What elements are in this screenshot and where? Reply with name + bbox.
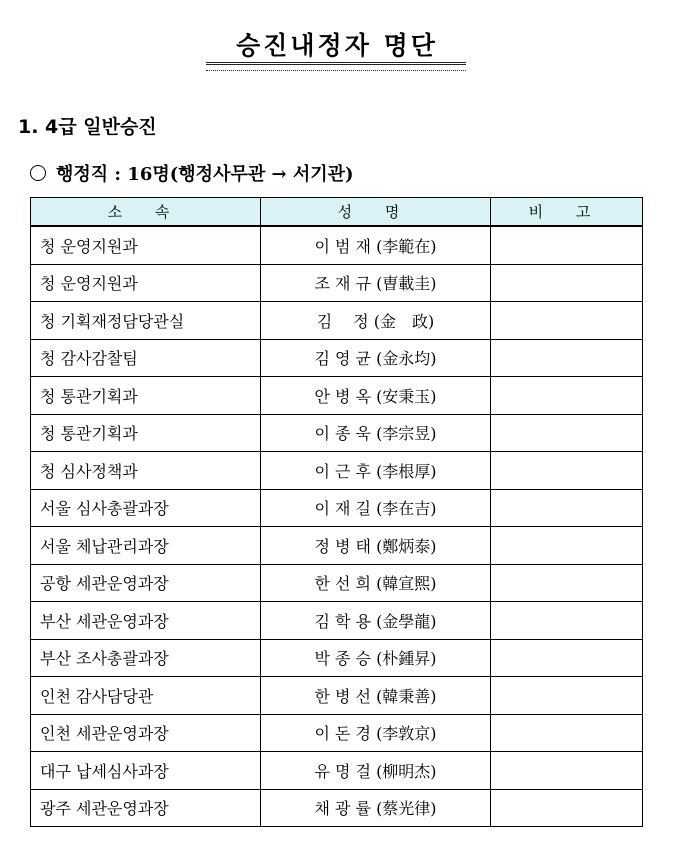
cell-org: 청 운영지원과 [31,264,261,302]
subsection-heading: 행정직 : 16명(행정사무관 → 서기관) [56,164,354,185]
table-row [31,226,643,264]
cell-note [491,339,643,377]
table-row [31,602,643,640]
cell-org: 청 통관기획과 [31,414,261,452]
title-container [0,26,674,62]
cell-name: 김 영 균 (金永均) [261,339,491,377]
circle-bullet-icon [30,165,46,181]
cell-name: 한 선 희 (韓宣熙) [261,564,491,602]
table-row [31,527,643,565]
table-row [31,789,643,827]
cell-name: 이 돈 경 (李敦京) [261,714,491,752]
table-row [31,677,643,715]
table-row [31,639,643,677]
table-row [31,714,643,752]
cell-note [491,789,643,827]
cell-name: 조 재 규 (曺載圭) [261,264,491,302]
table-row [31,489,643,527]
cell-name: 이 범 재 (李範在) [261,226,491,264]
cell-name: 한 병 선 (韓秉善) [261,677,491,715]
cell-org: 인천 세관운영과장 [31,714,261,752]
table-row [31,377,643,415]
cell-note [491,264,643,302]
table-row [31,452,643,490]
table-row [31,414,643,452]
cell-name: 김 정 (金 政) [261,302,491,340]
cell-org: 광주 세관운영과장 [31,789,261,827]
cell-name: 정 병 태 (鄭炳泰) [261,527,491,565]
cell-org: 부산 세관운영과장 [31,602,261,640]
title-underline-dotted [206,70,466,71]
cell-org: 청 기획재정담당관실 [31,302,261,340]
cell-org: 공항 세관운영과장 [31,564,261,602]
cell-org: 부산 조사총괄과장 [31,639,261,677]
cell-note [491,639,643,677]
cell-note [491,602,643,640]
cell-note [491,226,643,264]
cell-org: 인천 감사담당관 [31,677,261,715]
cell-note [491,527,643,565]
subsection-heading-row [30,160,354,186]
cell-note [491,714,643,752]
cell-org: 청 운영지원과 [31,226,261,264]
cell-note [491,377,643,415]
cell-name: 채 광 률 (蔡光律) [261,789,491,827]
page-title: 승진내정자 명단 [236,31,438,60]
title-underline [206,62,466,73]
header-org: 소 속 [31,198,261,227]
section-heading: 1. 4급 일반승진 [18,116,157,138]
table-header-row [31,198,643,227]
cell-name: 유 명 걸 (柳明杰) [261,752,491,790]
cell-org: 청 심사정책과 [31,452,261,490]
cell-name: 박 종 승 (朴鍾昇) [261,639,491,677]
cell-note [491,452,643,490]
table-row [31,339,643,377]
cell-note [491,302,643,340]
table-row [31,564,643,602]
cell-name: 이 종 욱 (李宗昱) [261,414,491,452]
cell-org: 서울 체납관리과장 [31,527,261,565]
cell-note [491,677,643,715]
cell-note [491,564,643,602]
cell-note [491,489,643,527]
cell-name: 김 학 용 (金學龍) [261,602,491,640]
cell-org: 대구 납세심사과장 [31,752,261,790]
cell-name: 이 재 길 (李在吉) [261,489,491,527]
header-note: 비 고 [491,198,643,227]
header-name: 성 명 [261,198,491,227]
cell-org: 청 통관기획과 [31,377,261,415]
table-row [31,264,643,302]
cell-org: 청 감사감찰팀 [31,339,261,377]
promotion-table [30,197,643,827]
cell-name: 안 병 옥 (安秉玉) [261,377,491,415]
table-row [31,752,643,790]
cell-org: 서울 심사총괄과장 [31,489,261,527]
cell-name: 이 근 후 (李根厚) [261,452,491,490]
cell-note [491,414,643,452]
table-row [31,302,643,340]
cell-note [491,752,643,790]
